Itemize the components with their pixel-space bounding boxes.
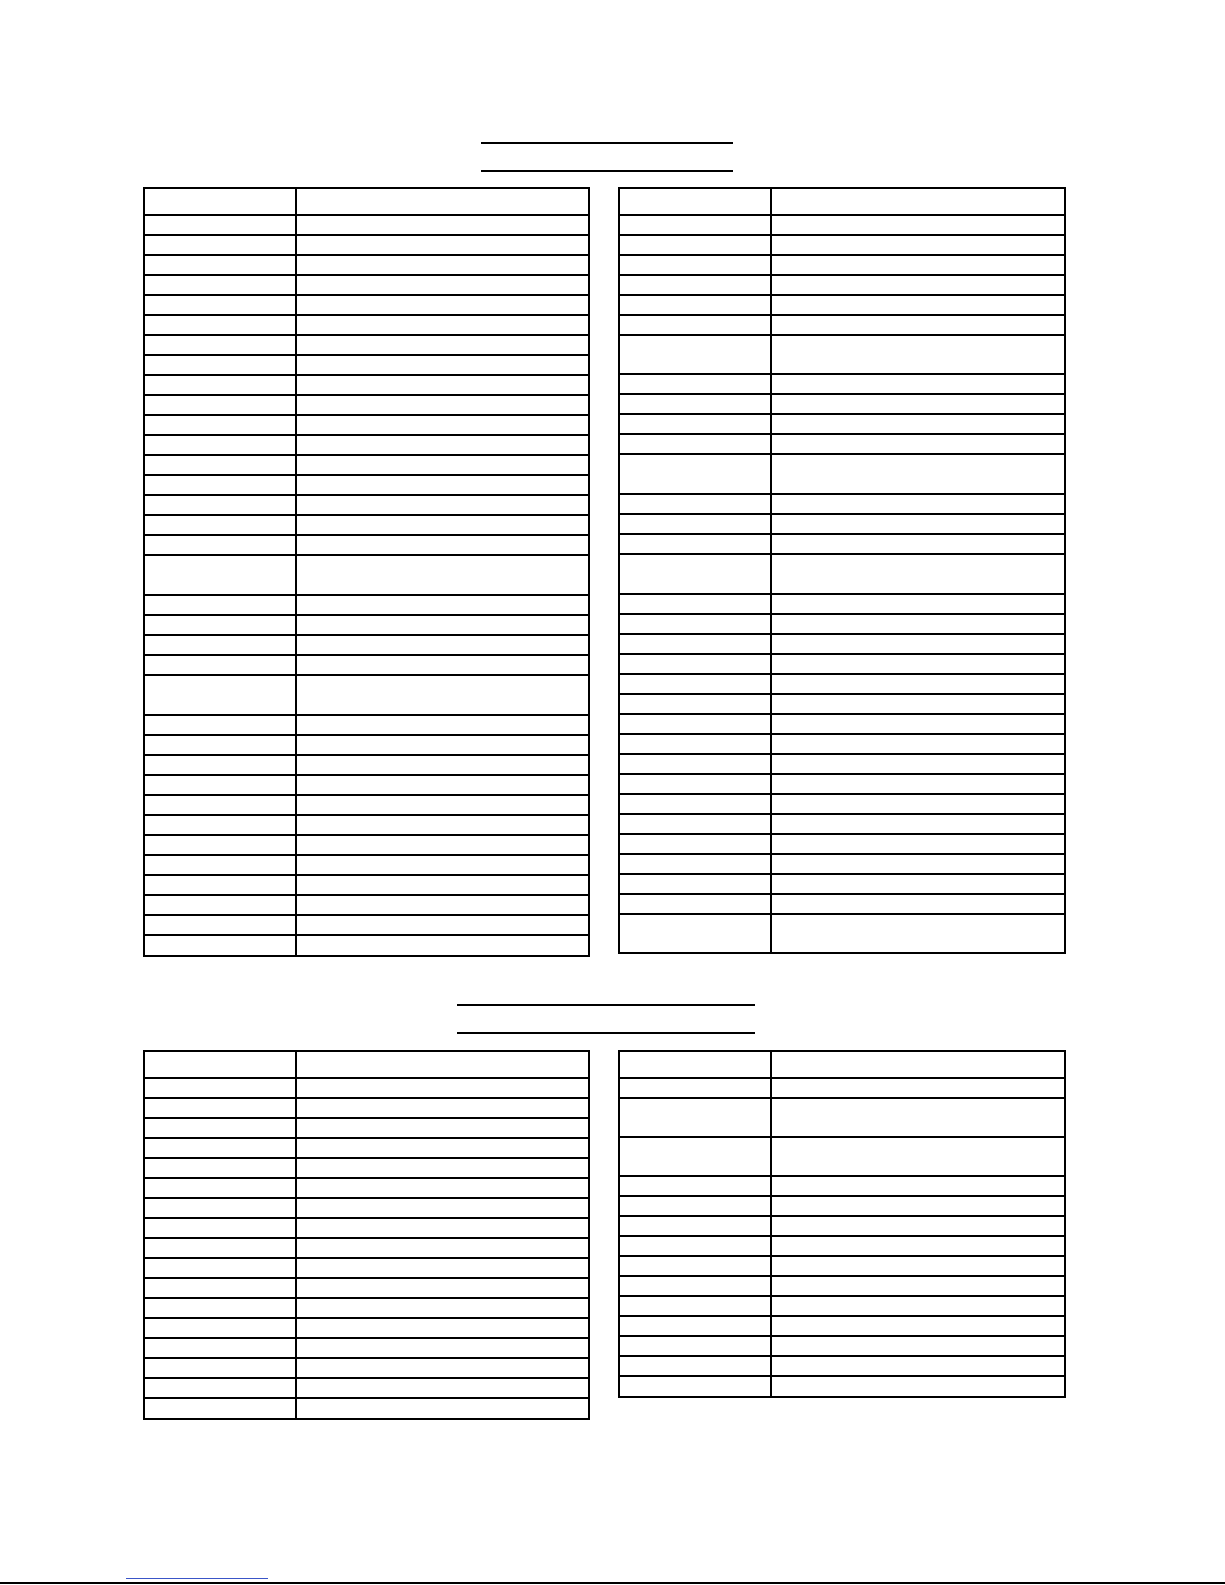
- table-row: [620, 1295, 1064, 1297]
- table-column-divider: [295, 189, 297, 955]
- table-row: [145, 1137, 588, 1139]
- table-row: [620, 393, 1064, 395]
- table-row: [145, 354, 588, 356]
- table-row: [620, 453, 1064, 455]
- table-row: [620, 254, 1064, 256]
- table-row: [145, 494, 588, 496]
- table-row: [145, 1397, 588, 1399]
- table-row: [620, 833, 1064, 835]
- table-column-divider: [770, 1052, 772, 1396]
- table-row: [145, 394, 588, 396]
- table-row: [145, 274, 588, 276]
- table-row: [145, 554, 588, 556]
- table-row: [620, 234, 1064, 236]
- table-row: [620, 533, 1064, 535]
- table-row: [620, 1097, 1064, 1099]
- table-row: [145, 1097, 588, 1099]
- table-row: [145, 334, 588, 336]
- table-row: [620, 373, 1064, 375]
- table-row: [620, 433, 1064, 435]
- table-row: [145, 894, 588, 896]
- table-row: [145, 414, 588, 416]
- footer-rule: [0, 1582, 1225, 1584]
- table-row: [145, 794, 588, 796]
- table-row: [620, 893, 1064, 895]
- table-row: [620, 1175, 1064, 1177]
- table-row: [620, 214, 1064, 216]
- section-1-left-table: [143, 187, 590, 957]
- table-row: [145, 1337, 588, 1339]
- table-row: [620, 873, 1064, 875]
- table-row: [620, 314, 1064, 316]
- table-row: [620, 1215, 1064, 1217]
- table-row: [145, 294, 588, 296]
- table-row: [145, 534, 588, 536]
- section-1-right-table: [618, 187, 1066, 954]
- table-row: [145, 1317, 588, 1319]
- section-1-title-rule-top: [481, 142, 733, 144]
- table-row: [620, 853, 1064, 855]
- table-row: [145, 734, 588, 736]
- table-row: [620, 1335, 1064, 1337]
- table-row: [620, 1195, 1064, 1197]
- table-row: [145, 594, 588, 596]
- table-row: [145, 934, 588, 936]
- table-column-divider: [295, 1052, 297, 1418]
- table-row: [145, 434, 588, 436]
- table-row: [620, 653, 1064, 655]
- table-row: [145, 1357, 588, 1359]
- table-row: [145, 214, 588, 216]
- table-row: [145, 754, 588, 756]
- table-row: [145, 254, 588, 256]
- section-2-title-rule-top: [457, 1004, 755, 1006]
- table-row: [145, 1197, 588, 1199]
- table-row: [620, 713, 1064, 715]
- table-row: [620, 1315, 1064, 1317]
- table-row: [145, 1377, 588, 1379]
- table-row: [145, 914, 588, 916]
- table-row: [145, 654, 588, 656]
- table-row: [620, 1275, 1064, 1277]
- table-row: [145, 874, 588, 876]
- table-row: [620, 693, 1064, 695]
- table-row: [145, 774, 588, 776]
- table-row: [620, 294, 1064, 296]
- table-row: [145, 314, 588, 316]
- table-row: [145, 674, 588, 676]
- table-row: [145, 834, 588, 836]
- table-row: [620, 1355, 1064, 1357]
- section-2-right-table: [618, 1050, 1066, 1398]
- table-row: [620, 673, 1064, 675]
- table-row: [145, 1277, 588, 1279]
- table-row: [620, 813, 1064, 815]
- table-row: [145, 1297, 588, 1299]
- table-row: [145, 1157, 588, 1159]
- table-row: [145, 374, 588, 376]
- table-row: [620, 613, 1064, 615]
- table-row: [145, 1237, 588, 1239]
- table-row: [620, 413, 1064, 415]
- table-row: [620, 913, 1064, 915]
- table-row: [145, 634, 588, 636]
- section-1-title-rule-bottom: [481, 170, 733, 172]
- table-row: [620, 733, 1064, 735]
- table-row: [620, 274, 1064, 276]
- table-row: [620, 793, 1064, 795]
- footer-link-underline[interactable]: [126, 1578, 268, 1579]
- section-2-title-rule-bottom: [457, 1032, 755, 1034]
- table-row: [145, 1117, 588, 1119]
- table-row: [145, 714, 588, 716]
- table-row: [145, 514, 588, 516]
- table-row: [620, 1077, 1064, 1079]
- table-row: [620, 513, 1064, 515]
- table-column-divider: [770, 189, 772, 952]
- table-row: [620, 493, 1064, 495]
- table-row: [620, 633, 1064, 635]
- table-row: [145, 814, 588, 816]
- table-row: [620, 1255, 1064, 1257]
- table-row: [145, 1077, 588, 1079]
- table-row: [620, 1136, 1064, 1138]
- table-row: [620, 553, 1064, 555]
- table-row: [620, 753, 1064, 755]
- table-row: [620, 593, 1064, 595]
- table-row: [620, 1375, 1064, 1377]
- table-row: [145, 1177, 588, 1179]
- table-row: [145, 614, 588, 616]
- table-row: [620, 773, 1064, 775]
- table-row: [145, 234, 588, 236]
- table-row: [145, 474, 588, 476]
- table-row: [620, 1235, 1064, 1237]
- table-row: [620, 334, 1064, 336]
- table-row: [145, 854, 588, 856]
- section-2-left-table: [143, 1050, 590, 1420]
- table-row: [145, 1257, 588, 1259]
- table-row: [145, 1217, 588, 1219]
- table-row: [145, 454, 588, 456]
